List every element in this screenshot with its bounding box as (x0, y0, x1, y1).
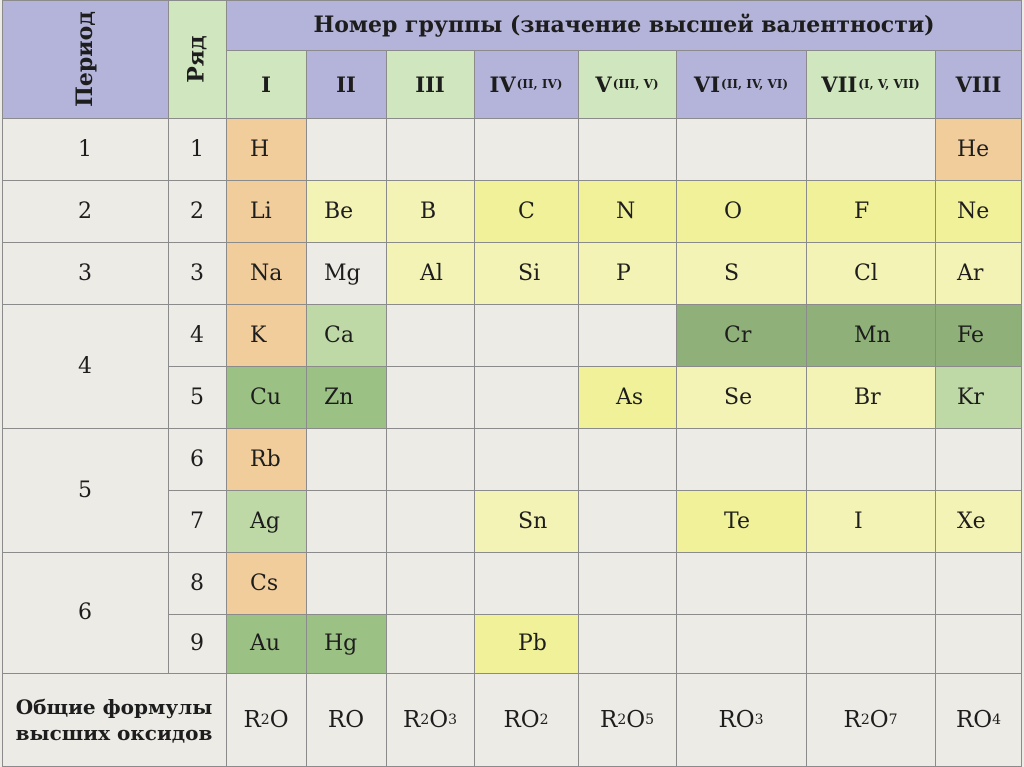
row-number: 5 (190, 384, 204, 410)
grid-line (2, 673, 1022, 674)
empty-cell (386, 552, 474, 614)
empty-cell (386, 304, 474, 366)
element-cell: H (226, 118, 306, 180)
grid-line (578, 50, 579, 767)
group-numeral (676, 50, 806, 118)
empty-cell (578, 304, 676, 366)
element-cell: S (676, 242, 806, 304)
empty-cell (676, 118, 806, 180)
period-number: 3 (78, 260, 92, 286)
grid-line (306, 50, 307, 767)
group-numeral (386, 50, 474, 118)
empty-cell (474, 552, 578, 614)
grid-line (168, 242, 1022, 243)
oxides-label-line2: высших оксидов (15, 721, 213, 745)
row-number: 9 (190, 631, 204, 656)
empty-cell (935, 552, 1022, 614)
grid-line (226, 50, 1022, 51)
element-cell: Sn (474, 490, 578, 552)
empty-cell (806, 118, 935, 180)
element-cell: Al (386, 242, 474, 304)
element-cell: Si (474, 242, 578, 304)
element-cell: Hg (306, 614, 386, 673)
grid-line (168, 490, 1022, 491)
grid-line (2, 552, 168, 553)
empty-cell (676, 614, 806, 673)
group-numeral (578, 50, 676, 118)
period-number: 2 (78, 198, 92, 224)
element-cell: As (578, 366, 676, 428)
grid-line (226, 0, 227, 767)
element-cell: Ar (935, 242, 1022, 304)
group-numeral-text: VII (821, 71, 858, 97)
grid-line (2, 0, 3, 767)
empty-cell (306, 490, 386, 552)
period-number: 4 (78, 353, 92, 379)
grid-line (2, 0, 1022, 1)
group-title: Номер группы (значение высшей валентности) (226, 0, 1022, 50)
empty-cell (306, 552, 386, 614)
element-cell: Mg (324, 260, 361, 286)
element-cell: Na (226, 242, 306, 304)
empty-cell (806, 614, 935, 673)
empty-cell (578, 490, 676, 552)
empty-cell (578, 428, 676, 490)
element-cell: He (935, 118, 1022, 180)
element-cell: Fe (935, 304, 1022, 366)
element-cell: Se (676, 366, 806, 428)
period-header: Период (72, 11, 98, 107)
empty-cell (935, 614, 1022, 673)
row-number: 2 (190, 198, 204, 224)
empty-cell (386, 614, 474, 673)
empty-cell (578, 118, 676, 180)
oxide-formula: R O 2 (503, 707, 549, 733)
element-cell: Cs (226, 552, 306, 614)
group-numeral-text: II (336, 71, 356, 97)
element-cell: Cu (226, 366, 306, 428)
grid-line (806, 50, 807, 767)
period-number: 6 (78, 600, 92, 625)
group-numeral (306, 50, 386, 118)
element-cell: P (578, 242, 676, 304)
group-numeral (806, 50, 935, 118)
oxide-formula: R 2 O (243, 707, 289, 733)
empty-cell (474, 366, 578, 428)
group-numeral (935, 50, 1022, 118)
group-valences: (I, V, VII) (858, 77, 920, 91)
grid-line (676, 50, 677, 767)
grid-line (168, 614, 1022, 615)
oxides-label-line1: Общие формулы (15, 695, 213, 719)
empty-cell (806, 428, 935, 490)
empty-cell (306, 428, 386, 490)
grid-line (2, 118, 1022, 119)
element-cell: Kr (935, 366, 1022, 428)
grid-line (1021, 0, 1022, 767)
group-valences: (II, IV) (516, 77, 563, 91)
empty-cell (806, 552, 935, 614)
group-numeral-text: IV (489, 71, 516, 97)
grid-line (168, 304, 1022, 305)
empty-cell (676, 552, 806, 614)
empty-cell (578, 614, 676, 673)
row-header: Ряд (184, 35, 210, 83)
element-cell: Pb (474, 614, 578, 673)
oxide-formula: R 2 O 5 (599, 707, 655, 733)
row-number: 6 (190, 446, 204, 472)
element-cell: Au (226, 614, 306, 673)
element-cell: I (806, 490, 935, 552)
grid-line (168, 180, 1022, 181)
empty-cell (386, 428, 474, 490)
oxide-formula: R O 3 (718, 707, 764, 733)
empty-cell (386, 118, 474, 180)
row-number: 3 (190, 260, 204, 286)
grid-line (2, 242, 168, 243)
group-numeral-text: V (595, 71, 612, 97)
empty-cell (935, 428, 1022, 490)
grid-line (2, 428, 168, 429)
element-cell: Be (306, 180, 386, 242)
oxide-formula: R O (327, 707, 365, 733)
oxide-formula: R 2 O 7 (843, 707, 898, 733)
grid-line (168, 366, 1022, 367)
grid-line (168, 552, 1022, 553)
element-cell: B (386, 180, 474, 242)
element-cell: Br (806, 366, 935, 428)
group-numeral-text: VIII (955, 71, 1002, 97)
oxide-formula: R 2 O 3 (402, 707, 458, 733)
empty-cell (306, 118, 386, 180)
element-cell: Xe (935, 490, 1022, 552)
group-numeral-text: VI (693, 71, 721, 97)
element-cell: Rb (226, 428, 306, 490)
element-cell: Te (676, 490, 806, 552)
element-cell: O (676, 180, 806, 242)
group-numeral (226, 50, 306, 118)
element-cell: Cr (676, 304, 806, 366)
row-number: 1 (190, 136, 204, 162)
period-number: 1 (78, 136, 92, 162)
element-cell: Li (226, 180, 306, 242)
element-cell: Mn (806, 304, 935, 366)
oxide-formula: R O 4 (955, 707, 1002, 733)
element-cell: Cl (806, 242, 935, 304)
empty-cell (474, 304, 578, 366)
grid-line (474, 50, 475, 767)
grid-line (168, 428, 1022, 429)
row-number: 7 (190, 508, 204, 534)
element-cell: Ne (935, 180, 1022, 242)
period-number: 5 (78, 477, 92, 503)
header-period-cell (2, 0, 168, 118)
group-valences: (III, V) (612, 77, 659, 91)
grid-line (2, 304, 168, 305)
row-number: 8 (190, 570, 204, 596)
element-cell: Ca (306, 304, 386, 366)
grid-line (2, 180, 168, 181)
empty-cell (676, 428, 806, 490)
grid-line (386, 50, 387, 767)
row-number: 4 (190, 322, 204, 348)
group-numeral-text: III (415, 71, 445, 97)
oxides-label (2, 673, 226, 767)
element-cell: K (226, 304, 306, 366)
empty-cell (386, 490, 474, 552)
element-cell: F (806, 180, 935, 242)
empty-cell (386, 366, 474, 428)
empty-cell (474, 428, 578, 490)
element-cell: Ag (226, 490, 306, 552)
element-cell: N (578, 180, 676, 242)
element-cell: Zn (306, 366, 386, 428)
grid-line (935, 50, 936, 767)
header-row-cell (168, 0, 226, 118)
group-valences: (II, IV, VI) (721, 77, 789, 91)
group-numeral-text: I (261, 71, 271, 97)
element-cell: C (474, 180, 578, 242)
group-numeral (474, 50, 578, 118)
empty-cell (578, 552, 676, 614)
empty-cell (474, 118, 578, 180)
grid-line (168, 0, 169, 673)
